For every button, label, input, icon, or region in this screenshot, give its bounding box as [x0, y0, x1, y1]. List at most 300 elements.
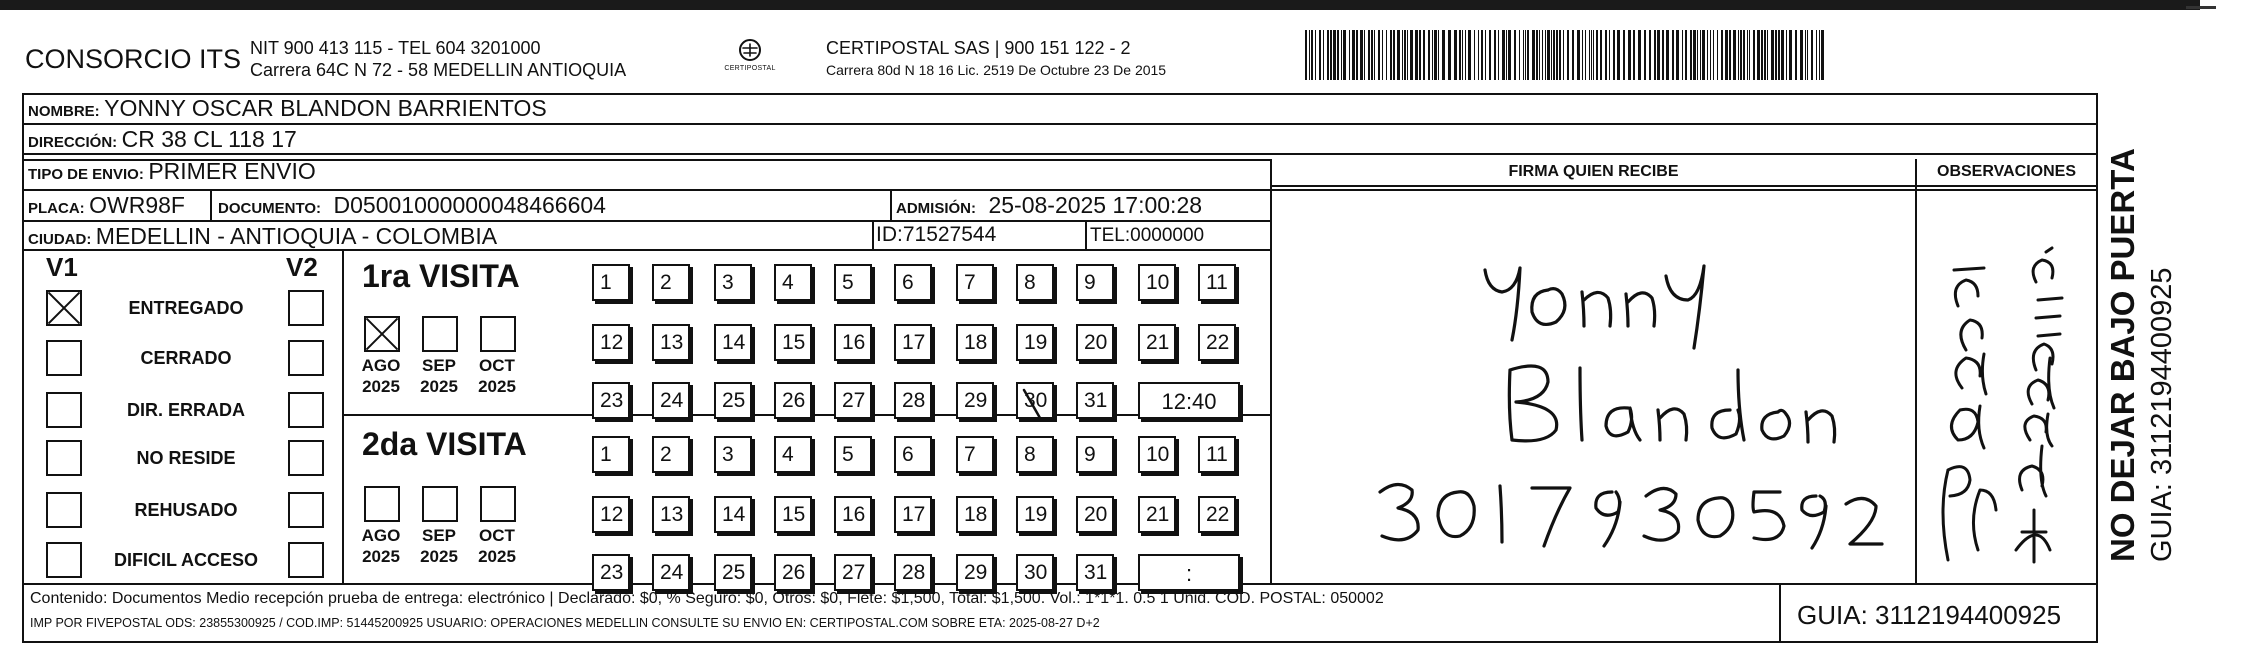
- barcode-bar: [1525, 30, 1526, 80]
- barcode-bar: [1502, 30, 1505, 80]
- barcode-bar: [1378, 30, 1380, 80]
- barcode-bar: [1697, 30, 1698, 80]
- barcode-bar: [1593, 30, 1594, 80]
- placa-row: [28, 192, 185, 219]
- ciudad-row: [28, 223, 497, 250]
- barcode-bar: [1572, 30, 1574, 80]
- barcode-bar: [1465, 30, 1466, 80]
- barcode-bar: [1672, 30, 1674, 80]
- barcode-bar: [1419, 30, 1421, 80]
- barcode-bar: [1485, 30, 1486, 80]
- placa-value: OWR98F: [89, 192, 185, 218]
- barcode-bar: [1415, 30, 1418, 80]
- rule-footer-top: [22, 583, 2098, 585]
- day-box[interactable]: 26: [774, 554, 812, 591]
- year-label: 2025: [420, 547, 458, 566]
- side-guia: GUIA: 3112194400925: [2146, 267, 2178, 562]
- year-label: 2025: [362, 377, 400, 396]
- barcode-bar: [1743, 30, 1745, 80]
- logo-text: CERTIPOSTAL: [724, 65, 776, 72]
- day-box[interactable]: 17: [894, 496, 932, 533]
- day-box[interactable]: 12: [592, 324, 630, 361]
- barcode-bar: [1623, 30, 1625, 80]
- day-box[interactable]: 20: [1076, 324, 1114, 361]
- barcode-bar: [1700, 30, 1701, 80]
- barcode-bar: [1311, 30, 1313, 80]
- documento-row: [218, 192, 606, 219]
- certipostal-logo: [722, 36, 778, 84]
- day-box[interactable]: 2: [652, 436, 690, 473]
- day-box[interactable]: 7: [956, 436, 994, 473]
- day-box[interactable]: 13: [652, 324, 690, 361]
- barcode-bar: [1577, 30, 1580, 80]
- barcode-bar: [1753, 30, 1755, 80]
- v2-checkbox[interactable]: [288, 440, 324, 476]
- barcode-bar: [1402, 30, 1403, 80]
- tipo-envio-label: TIPO DE ENVIO:: [28, 166, 144, 183]
- barcode-bar: [1585, 30, 1586, 80]
- day-box[interactable]: 1: [592, 436, 630, 473]
- documento-value: D05001000000048466604: [333, 192, 606, 218]
- day-box[interactable]: 19: [1016, 324, 1054, 361]
- barcode-bar: [1478, 30, 1479, 80]
- v1-checkbox[interactable]: [46, 492, 82, 528]
- barcode: [1305, 30, 1825, 80]
- day-box[interactable]: 5: [834, 264, 872, 301]
- side-warning: NO DEJAR BAJO PUERTA: [2104, 148, 2141, 562]
- day-box[interactable]: 5: [834, 436, 872, 473]
- barcode-bar: [1682, 30, 1683, 80]
- barcode-bar: [1553, 30, 1555, 80]
- barcode-bar: [1563, 30, 1564, 80]
- month-checkbox[interactable]: [422, 316, 458, 352]
- barcode-bar: [1559, 30, 1561, 80]
- day-box[interactable]: 15: [774, 324, 812, 361]
- rule-right: [2096, 93, 2098, 643]
- barcode-bar: [1532, 30, 1535, 80]
- rule-admision-sep: [890, 189, 892, 220]
- day-box[interactable]: 26: [774, 382, 812, 419]
- day-box[interactable]: 24: [652, 382, 690, 419]
- carrier-address: Carrera 80d N 18 16 Lic. 2519 De Octubre 23 De 2015: [826, 62, 1167, 78]
- month-label: AGO: [361, 356, 401, 375]
- day-box[interactable]: 6: [894, 264, 932, 301]
- day-box[interactable]: 8: [1016, 264, 1054, 301]
- barcode-bar: [1582, 30, 1583, 80]
- day-box[interactable]: 22: [1198, 496, 1236, 533]
- barcode-bar: [1717, 30, 1718, 80]
- rule-firma-left: [1270, 159, 1272, 583]
- barcode-bar: [1382, 30, 1383, 80]
- barcode-bar: [1613, 30, 1615, 80]
- barcode-bar: [1371, 30, 1373, 80]
- day-box[interactable]: 31: [1076, 554, 1114, 591]
- v1-header: V1: [46, 252, 78, 282]
- firma-header: FIRMA QUIEN RECIBE: [1508, 163, 1679, 180]
- rule-obs-left: [1915, 159, 1917, 583]
- v1-checkbox[interactable]: [46, 542, 82, 578]
- month-checkbox[interactable]: [364, 486, 400, 522]
- day-box[interactable]: 2: [652, 264, 690, 301]
- corner-mark: [2186, 6, 2216, 9]
- rule-tel-sep: [1085, 220, 1087, 251]
- footer-imp: IMP POR FIVEPOSTAL ODS: 23855300925 / COD.IMP: 51445200925 USUARIO: OPERACIONES MEDELLIN CONSULTE SU ENVIO EN: CERTIPOSTAL.COM SOBRE ETA: 2025-08-27 D+2: [30, 616, 1100, 630]
- status-label: DIFICIL ACCESO: [113, 550, 258, 570]
- day-box[interactable]: 19: [1016, 496, 1054, 533]
- barcode-bar: [1330, 30, 1332, 80]
- day-box[interactable]: 6: [894, 436, 932, 473]
- barcode-bar: [1738, 30, 1739, 80]
- day-box[interactable]: 12: [592, 496, 630, 533]
- barcode-bar: [1657, 30, 1660, 80]
- day-box[interactable]: 4: [774, 436, 812, 473]
- barcode-bar: [1747, 30, 1748, 80]
- barcode-bar: [1539, 30, 1540, 80]
- month-label: SEP: [421, 356, 457, 375]
- barcode-bar: [1337, 30, 1339, 80]
- barcode-bar: [1662, 30, 1664, 80]
- day-box[interactable]: 27: [834, 382, 872, 419]
- status-label: REHUSADO: [134, 500, 238, 520]
- barcode-bar: [1481, 30, 1483, 80]
- barcode-bar: [1527, 30, 1529, 80]
- day-box[interactable]: 30: [1016, 382, 1054, 419]
- barcode-bar: [1434, 30, 1437, 80]
- barcode-bar: [1397, 30, 1400, 80]
- barcode-bar: [1628, 30, 1631, 80]
- barcode-bar: [1707, 30, 1708, 80]
- barcode-bar: [1551, 30, 1552, 80]
- day-box[interactable]: 9: [1076, 264, 1114, 301]
- barcode-bar: [1676, 30, 1679, 80]
- barcode-bar: [1778, 30, 1780, 80]
- barcode-bar: [1761, 30, 1763, 80]
- rule-status-sep: [342, 249, 344, 583]
- month-checkbox[interactable]: [364, 316, 400, 352]
- barcode-bar: [1498, 30, 1499, 80]
- rule-r1: [22, 123, 2098, 125]
- barcode-bar: [1547, 30, 1550, 80]
- barcode-bar: [1729, 30, 1731, 80]
- barcode-bar: [1341, 30, 1342, 80]
- barcode-bar: [1423, 30, 1425, 80]
- barcode-bar: [1786, 30, 1787, 80]
- nombre-value: YONNY OSCAR BLANDON BARRIENTOS: [104, 95, 547, 121]
- barcode-bar: [1459, 30, 1461, 80]
- barcode-bar: [1514, 30, 1516, 80]
- barcode-bar: [1404, 30, 1406, 80]
- ciudad-label: CIUDAD:: [28, 231, 92, 248]
- day-box[interactable]: 9: [1076, 436, 1114, 473]
- barcode-bar: [1690, 30, 1692, 80]
- barcode-bar: [1536, 30, 1538, 80]
- barcode-bar: [1315, 30, 1316, 80]
- barcode-bar: [1725, 30, 1728, 80]
- year-label: 2025: [362, 547, 400, 566]
- v1-checkbox[interactable]: [46, 392, 82, 428]
- barcode-bar: [1333, 30, 1336, 80]
- barcode-bar: [1323, 30, 1324, 80]
- status-label: DIR. ERRADA: [126, 400, 245, 420]
- v2-checkbox[interactable]: [288, 392, 324, 428]
- barcode-bar: [1649, 30, 1651, 80]
- day-box[interactable]: 3: [714, 436, 752, 473]
- barcode-bar: [1749, 30, 1750, 80]
- barcode-bar: [1327, 30, 1329, 80]
- day-box[interactable]: 20: [1076, 496, 1114, 533]
- barcode-bar: [1605, 30, 1607, 80]
- barcode-bar: [1638, 30, 1641, 80]
- visit2-title: 2da VISITA: [362, 426, 527, 462]
- day-box[interactable]: 11: [1198, 264, 1236, 301]
- barcode-bar: [1319, 30, 1321, 80]
- barcode-bar: [1545, 30, 1546, 80]
- day-box[interactable]: 10: [1138, 436, 1176, 473]
- year-label: 2025: [420, 377, 458, 396]
- v1-checkbox[interactable]: [46, 290, 82, 326]
- barcode-bar: [1474, 30, 1475, 80]
- certipostal-logo-icon: [722, 36, 778, 84]
- day-box[interactable]: 13: [652, 496, 690, 533]
- admision-row: [896, 192, 1202, 219]
- barcode-bar: [1448, 30, 1451, 80]
- recipient-signature: [1280, 230, 1910, 570]
- v2-header: V2: [286, 252, 318, 282]
- barcode-bar: [1407, 30, 1408, 80]
- v1-checkbox[interactable]: [46, 340, 82, 376]
- day-box[interactable]: 14: [714, 496, 752, 533]
- day-box[interactable]: 28: [894, 554, 932, 591]
- month-label: OCT: [479, 526, 515, 545]
- barcode-bar: [1438, 30, 1439, 80]
- barcode-bar: [1617, 30, 1620, 80]
- day-box[interactable]: 23: [592, 554, 630, 591]
- month-label: SEP: [421, 526, 457, 545]
- month-checkbox[interactable]: [480, 316, 516, 352]
- tipo-envio-value: PRIMER ENVIO: [148, 158, 316, 184]
- barcode-bar: [1740, 30, 1742, 80]
- barcode-bar: [1428, 30, 1430, 80]
- barcode-bar: [1410, 30, 1413, 80]
- barcode-bar: [1654, 30, 1656, 80]
- year-label: 2025: [478, 547, 516, 566]
- barcode-bar: [1454, 30, 1457, 80]
- day-box[interactable]: 24: [652, 554, 690, 591]
- company-address: Carrera 64C N 72 - 58 MEDELLIN ANTIOQUIA: [250, 60, 627, 80]
- day-box[interactable]: 14: [714, 324, 752, 361]
- barcode-bar: [1713, 30, 1714, 80]
- barcode-bar: [1710, 30, 1711, 80]
- company-nit-tel: NIT 900 413 115 - TEL 604 3201000: [250, 38, 541, 58]
- hour-box[interactable]: 12:40: [1138, 382, 1240, 419]
- barcode-bar: [1390, 30, 1392, 80]
- day-box[interactable]: 16: [834, 324, 872, 361]
- day-box[interactable]: 15: [774, 496, 812, 533]
- day-box[interactable]: 21: [1138, 324, 1176, 361]
- hour-box[interactable]: :: [1138, 554, 1240, 591]
- barcode-bar: [1764, 30, 1766, 80]
- barcode-bar: [1733, 30, 1736, 80]
- direccion-label: DIRECCIÓN:: [28, 134, 118, 151]
- day-box[interactable]: 1: [592, 264, 630, 301]
- rule-footer-bottom: [22, 641, 2098, 643]
- barcode-bar: [1781, 30, 1784, 80]
- day-box[interactable]: 10: [1138, 264, 1176, 301]
- day-box[interactable]: 11: [1198, 436, 1236, 473]
- barcode-bar: [1596, 30, 1598, 80]
- barcode-bar: [1775, 30, 1777, 80]
- status-label: CERRADO: [140, 348, 232, 368]
- barcode-bar: [1494, 30, 1496, 80]
- v2-checkbox[interactable]: [288, 340, 324, 376]
- observaciones-handwriting: [1918, 190, 2094, 582]
- day-box[interactable]: 30: [1016, 554, 1054, 591]
- barcode-bar: [1432, 30, 1433, 80]
- barcode-bar: [1489, 30, 1491, 80]
- barcode-bar: [1819, 30, 1820, 80]
- barcode-bar: [1666, 30, 1669, 80]
- documento-label: DOCUMENTO:: [218, 200, 322, 217]
- placa-label: PLACA:: [28, 200, 85, 217]
- id-value: ID:71527544: [876, 223, 997, 246]
- day-box[interactable]: 17: [894, 324, 932, 361]
- v1-checkbox[interactable]: [46, 440, 82, 476]
- barcode-bar: [1771, 30, 1774, 80]
- direccion-row: [28, 126, 297, 153]
- barcode-bar: [1356, 30, 1358, 80]
- barcode-bar: [1442, 30, 1445, 80]
- company-name: CONSORCIO ITS: [25, 44, 242, 74]
- day-box[interactable]: 22: [1198, 324, 1236, 361]
- day-box[interactable]: 7: [956, 264, 994, 301]
- barcode-bar: [1462, 30, 1463, 80]
- month-label: OCT: [479, 356, 515, 375]
- barcode-bar: [1508, 30, 1511, 80]
- day-box[interactable]: 16: [834, 496, 872, 533]
- barcode-bar: [1506, 30, 1507, 80]
- admision-value: 25-08-2025 17:00:28: [988, 192, 1203, 218]
- barcode-bar: [1721, 30, 1723, 80]
- day-box[interactable]: 27: [834, 554, 872, 591]
- ciudad-value: MEDELLIN - ANTIOQUIA - COLOMBIA: [95, 223, 498, 249]
- day-box[interactable]: 21: [1138, 496, 1176, 533]
- nombre-label: NOMBRE:: [28, 103, 100, 120]
- barcode-bar: [1567, 30, 1569, 80]
- barcode-bar: [1468, 30, 1471, 80]
- nombre-row: [28, 95, 547, 122]
- barcode-bar: [1811, 30, 1813, 80]
- barcode-bar: [1343, 30, 1346, 80]
- day-box[interactable]: 25: [714, 554, 752, 591]
- day-box[interactable]: 23: [592, 382, 630, 419]
- observaciones-header: OBSERVACIONES: [1937, 163, 2076, 180]
- barcode-bar: [1374, 30, 1375, 80]
- barcode-bar: [1757, 30, 1760, 80]
- barcode-bar: [1364, 30, 1365, 80]
- barcode-bar: [1352, 30, 1355, 80]
- barcode-bar: [1386, 30, 1387, 80]
- rule-firma-header: [1270, 185, 2096, 187]
- v2-checkbox[interactable]: [288, 542, 324, 578]
- carrier-info: CERTIPOSTAL SAS | 900 151 122 - 2: [826, 38, 1131, 58]
- barcode-bar: [1800, 30, 1803, 80]
- barcode-bar: [1600, 30, 1602, 80]
- rule-id-sep: [872, 220, 874, 251]
- barcode-bar: [1795, 30, 1797, 80]
- month-label: AGO: [361, 526, 401, 545]
- footer-contenido: Contenido: Documentos Medio recepción prueba de entrega: electrónico | Declarado: $0, % Seguro: $0, Otros: $0, Flete: $1,500, Total: $1,500. Vol.: 1*1*1. 0.5 1 Unid. COD. POSTAL: 050002: [30, 590, 1384, 607]
- barcode-bar: [1589, 30, 1590, 80]
- barcode-bar: [1767, 30, 1768, 80]
- barcode-bar: [1789, 30, 1792, 80]
- barcode-bar: [1693, 30, 1696, 80]
- year-label: 2025: [478, 377, 516, 396]
- barcode-bar: [1542, 30, 1543, 80]
- barcode-bar: [1591, 30, 1592, 80]
- rule-footer-left: [22, 583, 24, 643]
- barcode-bar: [1305, 30, 1307, 80]
- day-mark-icon: [1018, 384, 1056, 421]
- barcode-bar: [1393, 30, 1395, 80]
- barcode-bar: [1821, 30, 1824, 80]
- barcode-bar: [1349, 30, 1350, 80]
- day-box[interactable]: 25: [714, 382, 752, 419]
- status-label: ENTREGADO: [128, 298, 244, 318]
- month-checkbox[interactable]: [480, 486, 516, 522]
- day-box[interactable]: 8: [1016, 436, 1054, 473]
- rule-footer-guia-sep: [1779, 583, 1781, 643]
- barcode-bar: [1309, 30, 1310, 80]
- day-box[interactable]: 28: [894, 382, 932, 419]
- barcode-bar: [1807, 30, 1808, 80]
- admision-label: ADMISIÓN:: [896, 200, 976, 217]
- day-box[interactable]: 3: [714, 264, 752, 301]
- barcode-bar: [1816, 30, 1817, 80]
- barcode-bar: [1556, 30, 1558, 80]
- barcode-bar: [1633, 30, 1635, 80]
- rule-r2: [22, 153, 2098, 155]
- barcode-bar: [1609, 30, 1610, 80]
- day-box[interactable]: 29: [956, 382, 994, 419]
- rule-left: [22, 93, 24, 583]
- tipo-envio-row: [28, 158, 316, 185]
- v2-checkbox[interactable]: [288, 492, 324, 528]
- tel-value: TEL:0000000: [1090, 225, 1205, 246]
- visit1-title: 1ra VISITA: [362, 258, 520, 294]
- rule-r3: [22, 189, 2098, 191]
- top-border-bar: [0, 0, 2200, 10]
- barcode-bar: [1805, 30, 1806, 80]
- barcode-bar: [1644, 30, 1646, 80]
- barcode-bar: [1519, 30, 1520, 80]
- day-box[interactable]: 31: [1076, 382, 1114, 419]
- barcode-bar: [1368, 30, 1370, 80]
- barcode-bar: [1702, 30, 1705, 80]
- day-box[interactable]: 18: [956, 496, 994, 533]
- day-box[interactable]: 4: [774, 264, 812, 301]
- status-label: NO RESIDE: [136, 448, 236, 468]
- v2-checkbox[interactable]: [288, 290, 324, 326]
- barcode-bar: [1523, 30, 1524, 80]
- footer-guia: GUIA: 3112194400925: [1797, 600, 2062, 630]
- rule-placa-sep: [210, 189, 212, 220]
- day-box[interactable]: 18: [956, 324, 994, 361]
- day-box[interactable]: 29: [956, 554, 994, 591]
- barcode-bar: [1360, 30, 1363, 80]
- direccion-value: CR 38 CL 118 17: [121, 126, 297, 152]
- barcode-bar: [1685, 30, 1687, 80]
- month-checkbox[interactable]: [422, 486, 458, 522]
